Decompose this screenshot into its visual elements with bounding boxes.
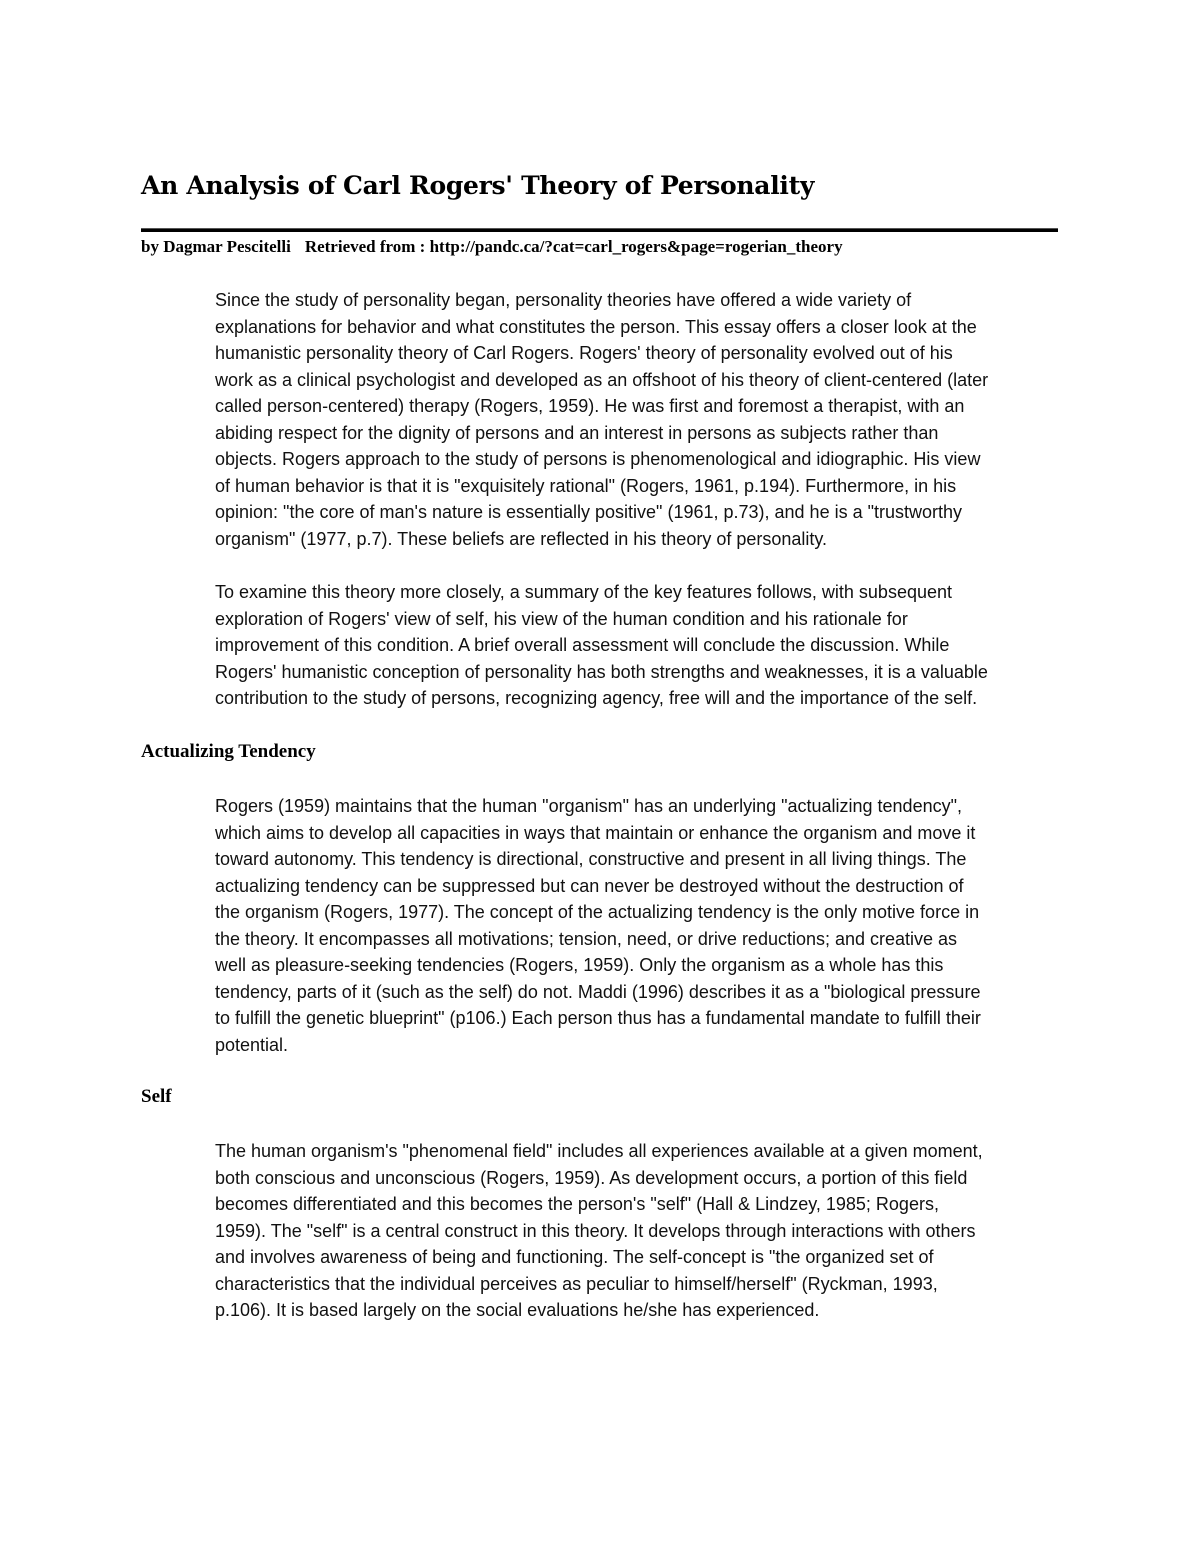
intro-paragraph-2	[215, 579, 1065, 712]
text-line: organism" (1977, p.7). These beliefs are reflected in his theory of personality.	[215, 528, 828, 549]
byline-author: by Dagmar Pescitelli	[141, 237, 291, 256]
self-paragraph	[215, 1138, 1065, 1324]
text-line: of human behavior is that it is "exquisitely rational" (Rogers, 1961, p.194). Furthermore, in his	[215, 475, 957, 496]
text-line: Since the study of personality began, personality theories have offered a wide variety of	[215, 290, 912, 310]
text-line: which aims to develop all capacities in ways that maintain or enhance the organism and move it	[215, 822, 976, 843]
text-line: the theory. It encompasses all motivations; tension, need, or drive reductions; and creative as	[215, 928, 958, 949]
text-line: tendency, parts of it (such as the self) do not. Maddi (1996) describes it as a "biological pressure	[215, 981, 981, 1002]
text-line: both conscious and unconscious (Rogers, 1959). As development occurs, a portion of this field	[215, 1167, 968, 1188]
text-line: improvement of this condition. A brief overall assessment will conclude the discussion. While	[215, 635, 950, 655]
text-line: To examine this theory more closely, a summary of the key features follows, with subsequent	[215, 582, 952, 602]
text-line: called person-centered) therapy (Rogers, 1959). He was first and foremost a therapist, with an	[215, 396, 965, 416]
text-line: contribution to the study of persons, recognizing agency, free will and the importance of the self.	[215, 688, 978, 708]
text-line: Rogers' humanistic conception of personality has both strengths and weaknesses, it is a valuable	[215, 661, 988, 682]
text-line: humanistic personality theory of Carl Rogers. Rogers' theory of personality evolved out of his	[215, 343, 953, 363]
text-line: potential.	[215, 1034, 289, 1055]
text-line: 1959). The "self" is a central construct in this theory. It develops through interactions with others	[215, 1220, 976, 1241]
section-heading-self: Self	[141, 1086, 172, 1107]
text-line: and involves awareness of being and functioning. The self-concept is "the organized set of	[215, 1247, 934, 1267]
document-title: An Analysis of Carl Rogers' Theory of Personality	[141, 171, 815, 200]
actualizing-tendency-paragraph	[215, 793, 1065, 1058]
text-line: opinion: "the core of man's nature is essentially positive" (1961, p.73), and he is a "trustworthy	[215, 502, 962, 522]
text-line: exploration of Rogers' view of self, his view of the human condition and his rationale for	[215, 608, 908, 629]
text-line: well as pleasure-seeking tendencies (Rogers, 1959). Only the organism as a whole has this	[215, 955, 944, 975]
text-line: the organism (Rogers, 1977). The concept of the actualizing tendency is the only motive force in	[215, 902, 980, 922]
text-line: work as a clinical psychologist and developed as an offshoot of his theory of client-centered (later	[215, 369, 989, 390]
text-line: to fulfill the genetic blueprint" (p106.) Each person thus has a fundamental mandate to fulfill their	[215, 1008, 981, 1028]
text-line: Rogers (1959) maintains that the human "organism" has an underlying "actualizing tendency",	[215, 796, 962, 816]
text-line: characteristics that the individual perceives as peculiar to himself/herself" (Ryckman, 1993,	[215, 1273, 938, 1294]
text-line: toward autonomy. This tendency is directional, constructive and present in all living things. The	[215, 849, 967, 869]
text-line: explanations for behavior and what constitutes the person. This essay offers a closer look at the	[215, 316, 977, 337]
section-heading-actualizing-tendency: Actualizing Tendency	[141, 741, 316, 762]
text-line: p.106). It is based largely on the social evaluations he/she has experienced.	[215, 1300, 820, 1320]
text-line: objects. Rogers approach to the study of persons is phenomenological and idiographic. His view	[215, 449, 981, 469]
text-line: abiding respect for the dignity of persons and an interest in persons as subjects rather than	[215, 422, 939, 443]
title-divider	[141, 228, 1058, 232]
text-line: The human organism's "phenomenal field" includes all experiences available at a given moment,	[215, 1141, 983, 1161]
byline-source: Retrieved from : http://pandc.ca/?cat=carl_rogers&page=rogerian_theory	[304, 237, 843, 256]
intro-paragraph-1	[215, 287, 1065, 552]
text-line: becomes differentiated and this becomes the person's "self" (Hall & Lindzey, 1985; Rogers,	[215, 1194, 939, 1214]
byline	[141, 236, 843, 258]
text-line: actualizing tendency can be suppressed but can never be destroyed without the destruction of	[215, 875, 964, 896]
